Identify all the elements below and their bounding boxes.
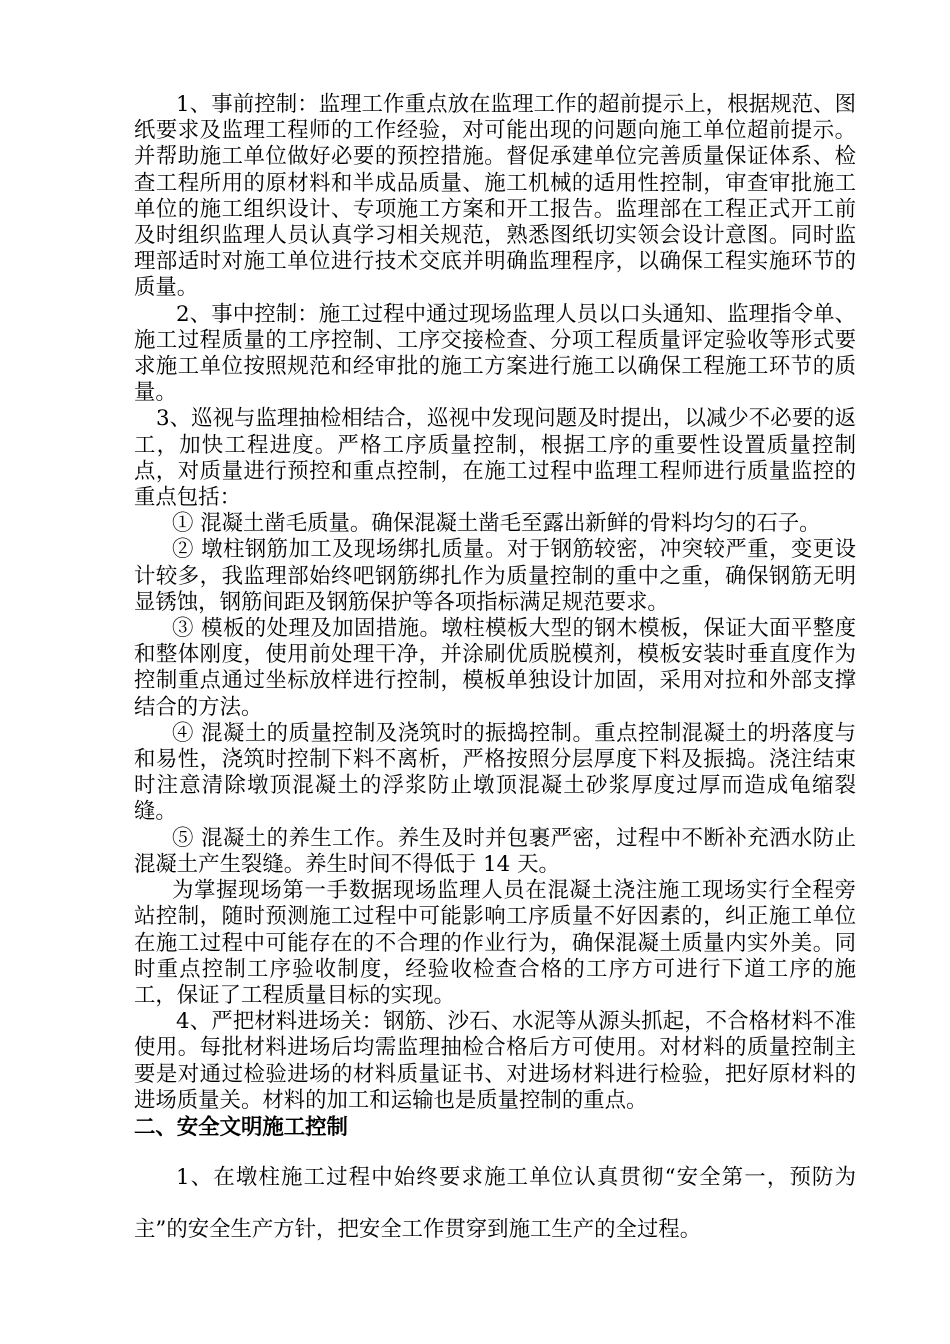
paragraph-item-1: ① 混凝土凿毛质量。确保混凝土凿毛至露出新鲜的骨料均匀的石子。 bbox=[172, 511, 821, 537]
paragraph-materials: 4、严把材料进场关：钢筋、沙石、水泥等从源头抓起，不合格材料不准使用。每批材料进场后均需监理抽检合格后方可使用。对材料的质量控制主要是对通过检验进场的材料质量证书、对进场材料进行检验，把好原材料的进场质量关。材料的加工和运输也是质量控制的重点。 bbox=[134, 1009, 856, 1113]
paragraph-item-4: ④ 混凝土的质量控制及浇筑时的振捣控制。重点控制混凝土的坍落度与和易性，浇筑时控制下料不离析，严格按照分层厚度下料及振捣。浇注结束时注意清除墩顶混凝土的浮浆防止墩顶混凝土砂浆厚度过厚而造成龟缩裂缝。 bbox=[134, 720, 856, 825]
paragraph-item-2: ② 墩柱钢筋加工及现场绑扎质量。对于钢筋较密，冲突较严重，变更设计较多，我监理部始终吧钢筋绑扎作为质量控制的重中之重，确保钢筋无明显锈蚀，钢筋间距及钢筋保护等各项指标满足规范要求。 bbox=[134, 537, 856, 615]
body-text bbox=[134, 92, 856, 1114]
paragraph-item-3: ③ 模板的处理及加固措施。墩柱模板大型的钢木模板，保证大面平整度和整体刚度，使用前处理干净，并涂刷优质脱模剂，模板安装时垂直度作为控制重点通过坐标放样进行控制，模板单独设计加固，采用对拉和外部支撑结合的方法。 bbox=[134, 616, 856, 720]
paragraph-safety-1: 1、在墩柱施工过程中始终要求施工单位认真贯彻“安全第一，预防为主”的安全生产方针，把安全工作贯穿到施工生产的全过程。 bbox=[134, 1165, 856, 1242]
paragraph-inspection: 3、巡视与监理抽检相结合，巡视中发现问题及时提出，以减少不必要的返工，加快工程进度。严格工序质量控制，根据工序的重要性设置质量控制点，对质量进行预控和重点控制，在施工过程中监理工程师进行质量监控的重点包括： bbox=[134, 406, 856, 511]
paragraph-site-supervision: 为掌握现场第一手数据现场监理人员在混凝土浇注施工现场实行全程旁站控制，随时预测施工过程中可能影响工序质量不好因素的，纠正施工单位在施工过程中可能存在的不合理的作业行为，确保混凝土质量内实外美。同时重点控制工序验收制度，经验收检查合格的工序方可进行下道工序的施工，保证了工程质量目标的实现。 bbox=[134, 878, 856, 1008]
paragraph-in-process-control: 2、事中控制：施工过程中通过现场监理人员以口头通知、监理指令单、施工过程质量的工序控制、工序交接检查、分项工程质量评定验收等形式要求施工单位按照规范和经审批的施工方案进行施工以确保工程施工环节的质量。 bbox=[134, 301, 856, 406]
paragraph-item-5: ⑤ 混凝土的养生工作。养生及时并包裹严密，过程中不断补充洒水防止混凝土产生裂缝。养生时间不得低于 14 天。 bbox=[134, 825, 856, 877]
paragraph-pre-control: 1、事前控制：监理工作重点放在监理工作的超前提示上，根据规范、图纸要求及监理工程师的工作经验，对可能出现的问题向施工单位超前提示。并帮助施工单位做好必要的预控措施。督促承建单位完善质量保证体系、检查工程所用的原材料和半成品质量、施工机械的适用性控制，审查审批施工单位的施工组织设计、专项施工方案和开工报告。监理部在工程正式开工前及时组织监理人员认真学习相关规范，熟悉图纸切实领会设计意图。同时监理部适时对施工单位进行技术交底并明确监理程序，以确保工程实施环节的质量。 bbox=[134, 92, 856, 301]
safety-text bbox=[134, 1152, 856, 1256]
section-heading: 二、安全文明施工控制 bbox=[134, 1115, 348, 1140]
